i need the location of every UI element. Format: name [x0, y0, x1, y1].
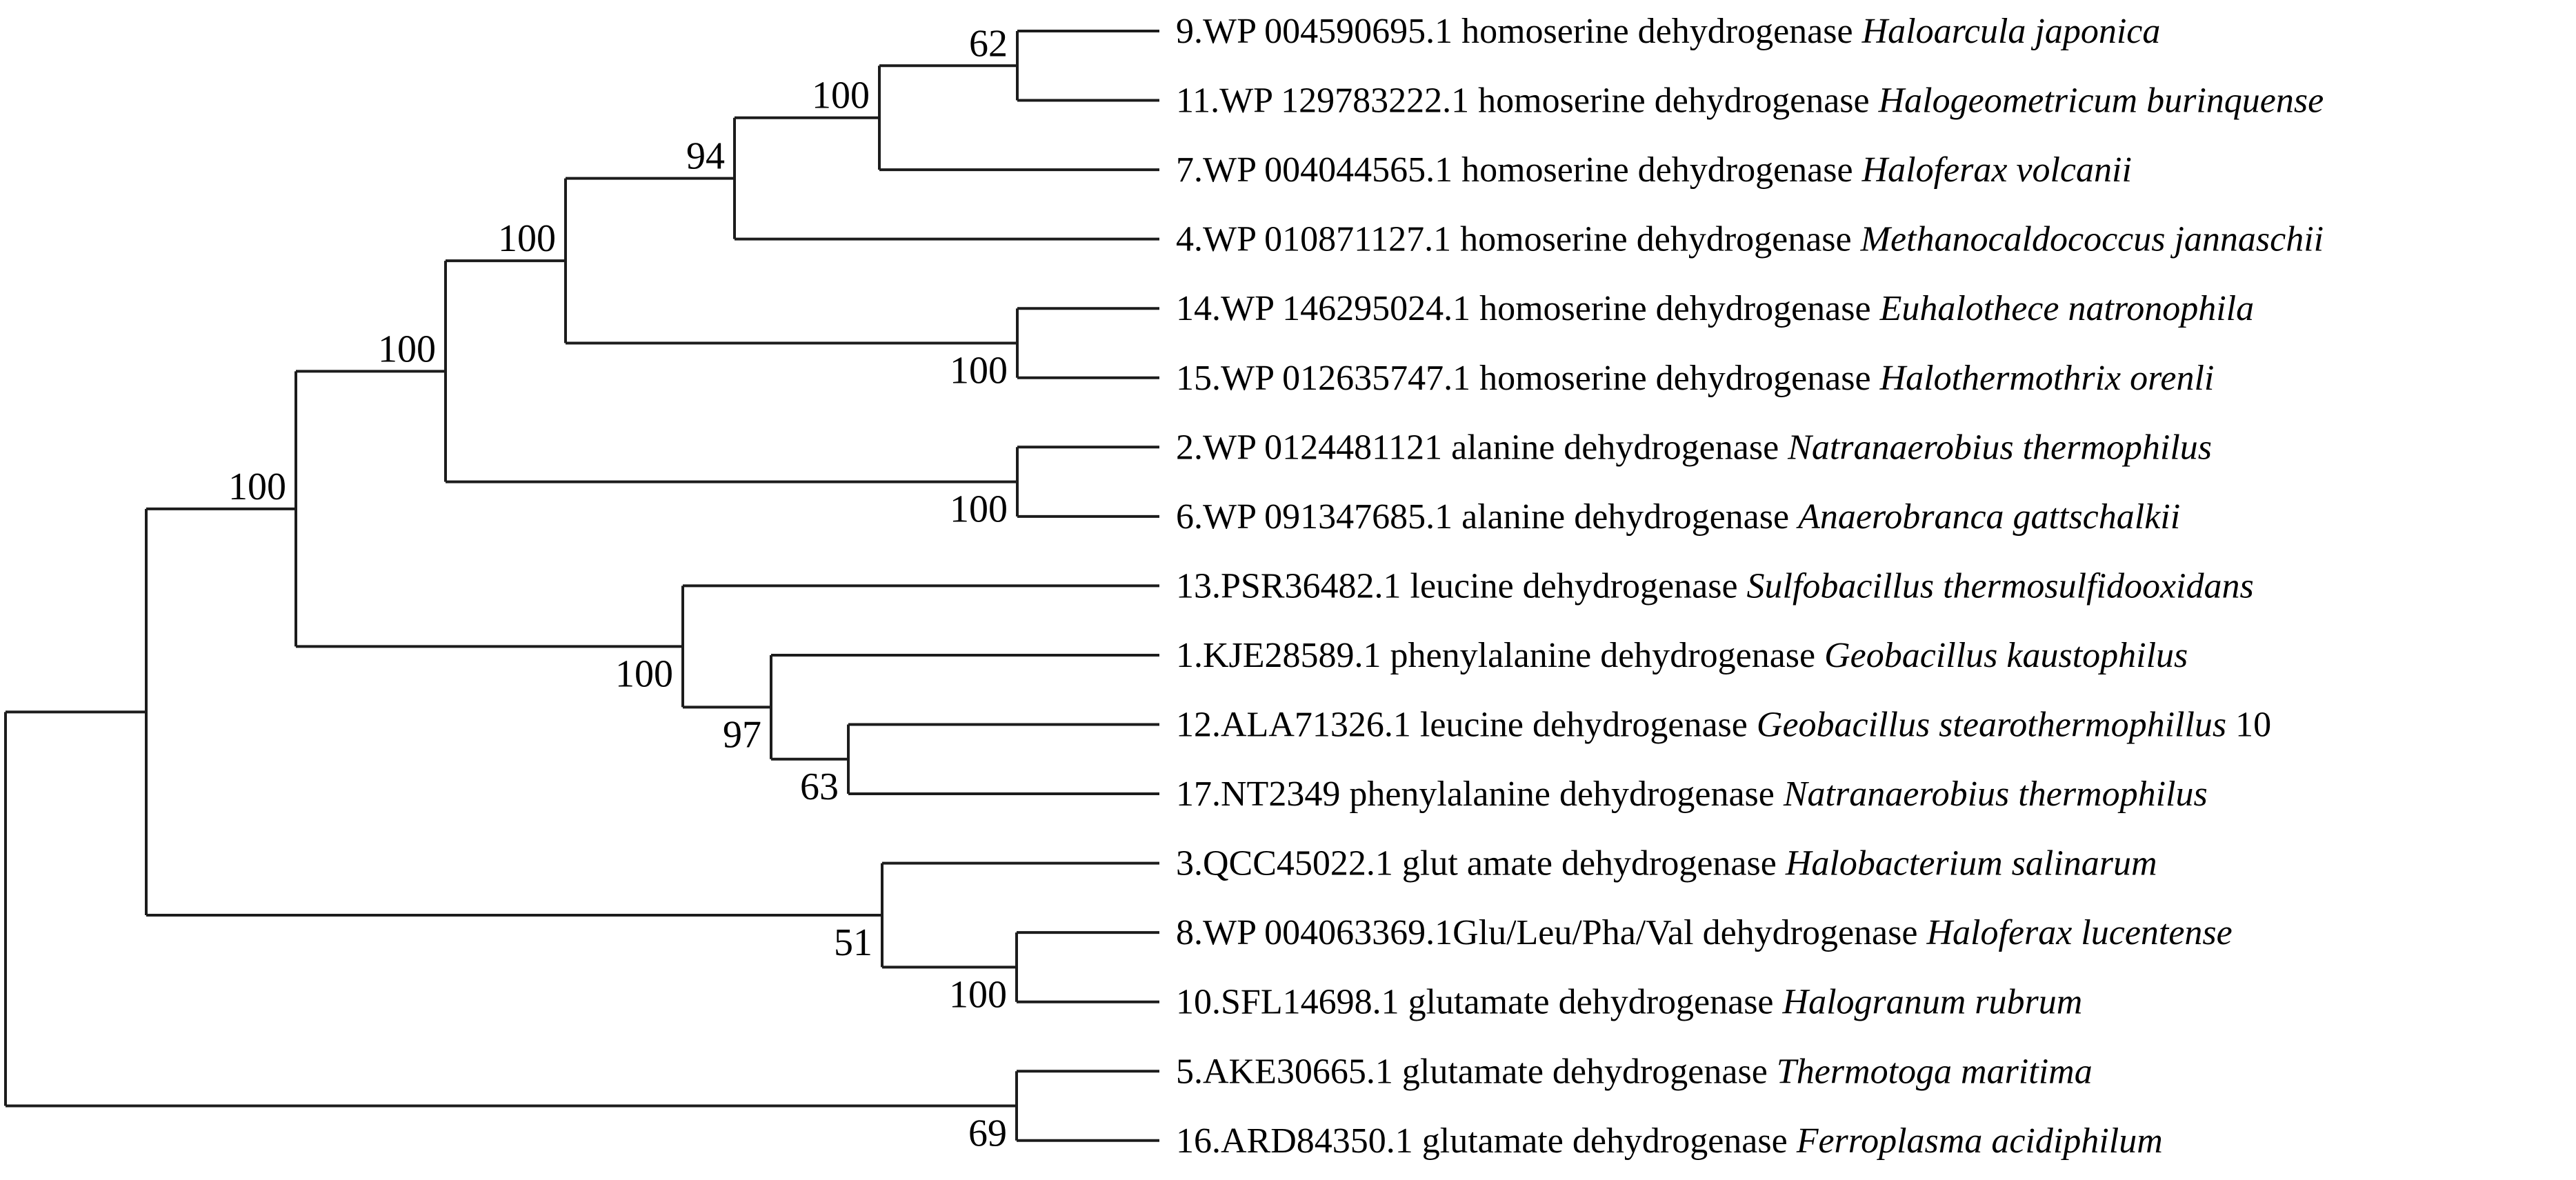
bootstrap-label: 100 — [950, 349, 1008, 392]
bootstrap-label: 100 — [949, 973, 1007, 1017]
taxon-label: 1.KJE28589.1 phenylalanine dehydrogenase Geobacillus kaustophilus — [1176, 635, 2188, 675]
taxon-label: 3.QCC45022.1 glut amate dehydrogenase Halobacterium salinarum — [1176, 843, 2157, 883]
taxon-label: 2.WP 0124481121 alanine dehydrogenase Natranaerobius thermophilus — [1176, 428, 2213, 468]
taxon-label: 13.PSR36482.1 leucine dehydrogenase Sulfobacillus thermosulfidooxidans — [1176, 566, 2254, 606]
bootstrap-label: 51 — [834, 921, 872, 965]
taxon-label: 16.ARD84350.1 glutamate dehydrogenase Ferroplasma acidiphilum — [1176, 1121, 2163, 1161]
taxon-label: 12.ALA71326.1 leucine dehydrogenase Geobacillus stearothermophillus 10 — [1176, 705, 2272, 745]
bootstrap-label: 94 — [686, 134, 725, 178]
bootstrap-label: 100 — [812, 74, 870, 117]
taxon-label: 4.WP 010871127.1 homoserine dehydrogenase Methanocaldococcus jannaschii — [1176, 219, 2324, 259]
taxon-label: 7.WP 004044565.1 homoserine dehydrogenase Haloferax volcanii — [1176, 150, 2132, 190]
taxon-label: 10.SFL14698.1 glutamate dehydrogenase Halogranum rubrum — [1176, 982, 2083, 1022]
taxon-label: 5.AKE30665.1 glutamate dehydrogenase Thermotoga maritima — [1176, 1052, 2093, 1092]
bootstrap-label: 100 — [498, 217, 556, 261]
taxon-label: 9.WP 004590695.1 homoserine dehydrogenase Haloarcula japonica — [1176, 12, 2161, 51]
taxon-label: 8.WP 004063369.1Glu/Leu/Pha/Val dehydrogenase Haloferax lucentense — [1176, 913, 2233, 953]
taxon-label: 17.NT2349 phenylalanine dehydrogenase Natranaerobius thermophilus — [1176, 774, 2208, 814]
bootstrap-label: 97 — [723, 713, 761, 757]
bootstrap-label: 63 — [800, 765, 839, 808]
bootstrap-label: 100 — [378, 328, 436, 371]
taxon-label: 14.WP 146295024.1 homoserine dehydrogenase Euhalothece natronophila — [1176, 289, 2255, 329]
taxon-label: 6.WP 091347685.1 alanine dehydrogenase Anaerobranca gattschalkii — [1176, 497, 2181, 537]
taxon-label: 15.WP 012635747.1 homoserine dehydrogenase Halothermothrix orenli — [1176, 358, 2215, 398]
bootstrap-label: 100 — [615, 652, 673, 696]
bootstrap-label: 100 — [950, 488, 1008, 531]
bootstrap-label: 100 — [228, 465, 286, 508]
taxon-label: 11.WP 129783222.1 homoserine dehydrogenase Halogeometricum burinquense — [1176, 81, 2324, 121]
bootstrap-label: 69 — [968, 1112, 1007, 1155]
bootstrap-label: 62 — [969, 22, 1008, 66]
